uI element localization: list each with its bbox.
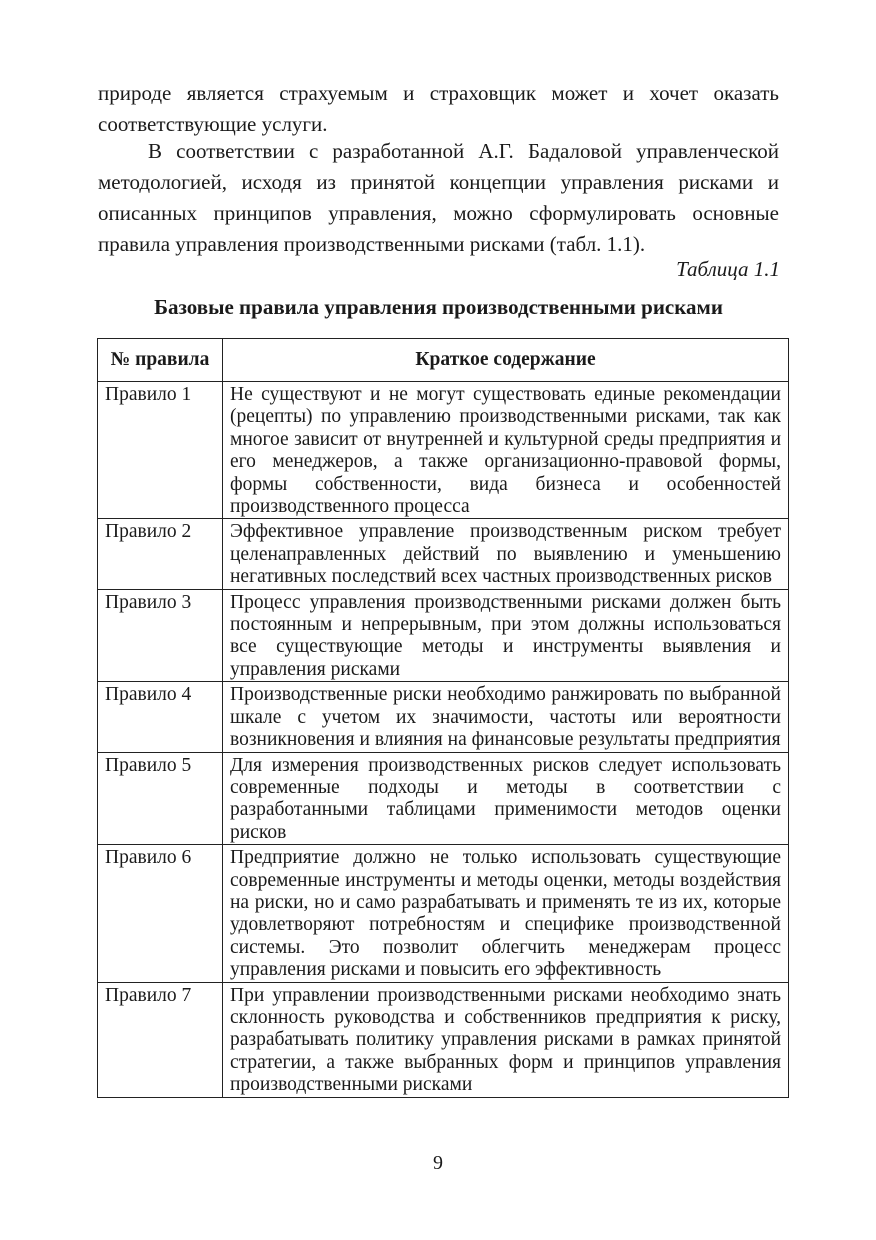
table-row	[98, 589, 789, 682]
rule-text: Процесс управления производственными рисками должен быть постоянным и непрерывным, при этом должны использоваться все существующие методы и инструменты выявления и управления рисками	[223, 589, 789, 682]
rule-number: Правило 5	[98, 752, 223, 845]
rule-text: Для измерения производственных рисков следует использовать современные подходы и методы в соответствии с разработанными таблицами применимости методов оценки рисков	[223, 752, 789, 845]
rule-number: Правило 7	[98, 982, 223, 1097]
table-header-row	[98, 339, 789, 382]
page-number: 9	[433, 1152, 443, 1174]
paragraph-intro: В соответствии с разработанной А.Г. Бадаловой управленческой методологией, исходя из принятой концепции управления рисками и описанных принципов управления, можно сформулировать основные правила управления производственными рисками (табл. 1.1).	[98, 139, 779, 256]
rule-text: Не существуют и не могут существовать единые рекомендации (рецепты) по управлению производственными рисками, так как многое зависит от внутренней и культурной среды предприятия и его менеджеров, а также организационно-правовой формы, формы собственности, вида бизнеса и особенностей производственного процесса	[223, 382, 789, 519]
table-row	[98, 382, 789, 519]
rule-number: Правило 3	[98, 589, 223, 682]
rule-text: При управлении производственными рисками необходимо знать склонность руководства и собственников предприятия к риску, разрабатывать политику управления рисками в рамках принятой стратегии, а также выбранных форм и принципов управления производственными рисками	[223, 982, 789, 1097]
rule-number: Правило 4	[98, 682, 223, 752]
table-title: Базовые правила управления производственными рисками	[154, 295, 723, 319]
table-row	[98, 519, 789, 589]
rules-table	[97, 338, 789, 1098]
rule-number: Правило 1	[98, 382, 223, 519]
header-rule-number: № правила	[98, 339, 223, 382]
rule-number: Правило 2	[98, 519, 223, 589]
table-row	[98, 752, 789, 845]
rule-text: Эффективное управление производственным риском требует целенаправленных действий по выявлению и уменьшению негативных последствий всех частных производственных рисков	[223, 519, 789, 589]
header-summary: Краткое содержание	[223, 339, 789, 382]
table-row	[98, 982, 789, 1097]
table-row	[98, 682, 789, 752]
paragraph-continuation: природе является страхуемым и страховщик может и хочет оказать соответствующие услуги.	[98, 81, 779, 136]
rule-text: Предприятие должно не только использовать существующие современные инструменты и методы оценки, методы воздействия на риски, но и само разрабатывать и применять те из их, которые удовлетворяют потребностям и специфике производственной системы. Это позволит облегчить менеджерам процесс управления рисками и повысить его эффективность	[223, 845, 789, 982]
rule-text: Производственные риски необходимо ранжировать по выбранной шкале с учетом их значимости, частоты или вероятности возникновения и влияния на финансовые результаты предприятия	[223, 682, 789, 752]
table-label: Таблица 1.1	[676, 257, 780, 281]
table-row	[98, 845, 789, 982]
rule-number: Правило 6	[98, 845, 223, 982]
